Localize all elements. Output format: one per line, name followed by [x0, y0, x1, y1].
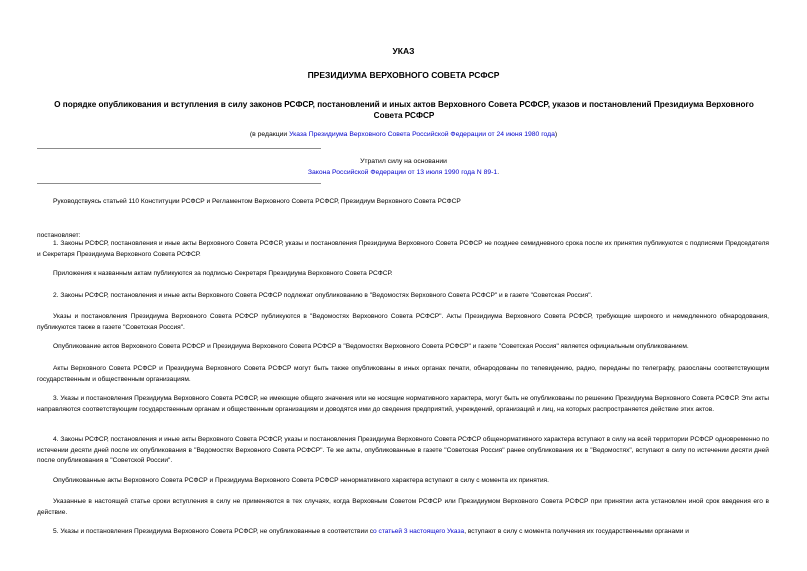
paragraph-1-text: 1. Законы РСФСР, постановления и иные акты Верховного Совета РСФСР, указы и постановления Президиума Верховного Совета РСФСР не позднее семидневного срока после их принятия публикуются с подписями Председателя и Секретаря Президиума Верховного Совета РСФСР.: [37, 240, 769, 258]
doc-heading-ukaz: УКАЗ: [392, 46, 415, 56]
paragraph-5: [37, 527, 769, 538]
paragraph-4b-text: Опубликованные акты Верховного Совета РСФСР и Президиума Верховного Совета РСФСР ненормативного характера вступают в силу с момента их принятия.: [53, 477, 549, 484]
invalid-note-line2: [0, 169, 807, 176]
preamble: [37, 197, 769, 208]
paragraph-4c: [37, 497, 769, 518]
paragraph-2b: [37, 312, 769, 333]
paragraph-2b-text: Указы и постановления Президиума Верховного Совета РСФСР публикуются в "Ведомостях Верховного Совета РСФСР". Акты Президиума Верховного Совета РСФСР, требующие широкого и немедленного обнародования, публикуются также в газете "Советская Россия".: [37, 313, 769, 331]
divider-top: [37, 148, 321, 149]
paragraph-3-text: 3. Указы и постановления Президиума Верховного Совета РСФСР, не имеющие общего значения или не носящие нормативного характера, могут быть не опубликованы по решению Президиума Верховного Совета РСФСР. Эти акты направляются соответствующим государственным органам и общественным организациям и доводятся ими до сведения предприятий, учреждений, организаций и лиц, на которых распространяется действие этих актов.: [37, 395, 769, 413]
edition-link[interactable]: Указа Президиума Верховного Совета Российской Федерации от 24 июня 1980 года: [289, 131, 555, 138]
invalid-suffix: .: [497, 169, 500, 176]
paragraph-2: [37, 291, 769, 302]
doc-title: О порядке опубликования и вступления в силу законов РСФСР, постановлений и иных актов Верховного Совета РСФСР, указов и постановлений Президиума Верховного Совета РСФСР: [54, 100, 754, 120]
decree-word: постановляет:: [37, 232, 81, 239]
paragraph-2c-text: Опубликование актов Верховного Совета РСФСР и Президиума Верховного Совета РСФСР в "Ведомостях Верховного Совета РСФСР" и газете "Советская Россия" является официальным опубликованием.: [53, 343, 689, 350]
paragraph-2-text: 2. Законы РСФСР, постановления и иные акты Верховного Совета РСФСР подлежат опубликованию в "Ведомостях Верховного Совета РСФСР" и в газете "Советская Россия".: [53, 292, 593, 299]
paragraph-4b: [37, 476, 769, 487]
invalid-law-link[interactable]: Закона Российской Федерации от 13 июля 1990 года N 89-1: [307, 169, 498, 176]
paragraph-4-text: 4. Законы РСФСР, постановления и иные акты Верховного Совета РСФСР, указы и постановления Президиума Верховного Совета РСФСР общенормативного характера вступают в силу на всей территории РСФСР одновременно по истечении десяти дней после их опубликования в "Ведомостях Верховного Совета РСФСР". Те же акты, опубликованные в газете "Советская Россия" ранее опубликования их в "Ведомостях", вступают в силу по истечении десяти дней после опубликования в "Советской России".: [37, 436, 769, 464]
paragraph-4: [37, 435, 769, 467]
article-3-link[interactable]: о статьей 3 настоящего Указа: [373, 528, 465, 535]
divider-bottom: [37, 183, 321, 184]
paragraph-5-prefix: 5. Указы и постановления Президиума Верховного Совета РСФСР, не опубликованные в соответствии с: [53, 528, 374, 535]
paragraph-4c-text: Указанные в настоящей статье сроки вступления в силу не применяются в тех случаях, когда Верховным Советом РСФСР или Президиумом Верховного Совета РСФСР при принятии акта установлен иной срок введения его в действие.: [37, 498, 769, 516]
paragraph-1b: [37, 269, 769, 280]
edition-prefix: (в редакции: [249, 131, 290, 138]
paragraph-2d-text: Акты Верховного Совета РСФСР и Президиума Верховного Совета РСФСР могут быть также опубликованы в иных органах печати, обнародованы по телевидению, радио, переданы по телеграфу, разосланы соответствующим государственным и общественным организациям.: [37, 365, 769, 383]
edition-note: [0, 131, 807, 138]
paragraph-1b-text: Приложения к названным актам публикуются за подписью Секретаря Президиума Верховного Совета РСФСР.: [53, 270, 393, 277]
doc-heading-presidium: ПРЕЗИДИУМА ВЕРХОВНОГО СОВЕТА РСФСР: [307, 70, 500, 80]
paragraph-1: [37, 239, 769, 260]
paragraph-2c: [37, 342, 769, 353]
invalid-note-line1: Утратил силу на основании: [360, 158, 447, 165]
paragraph-2d: [37, 364, 769, 385]
paragraph-3: [37, 394, 769, 415]
preamble-text: Руководствуясь статьей 110 Конституции РСФСР и Регламентом Верховного Совета РСФСР, Президиум Верховного Совета РСФСР: [53, 198, 461, 205]
paragraph-5-suffix: , вступают в силу с момента получения их государственными органами и: [464, 528, 689, 535]
edition-suffix: ): [554, 131, 558, 138]
